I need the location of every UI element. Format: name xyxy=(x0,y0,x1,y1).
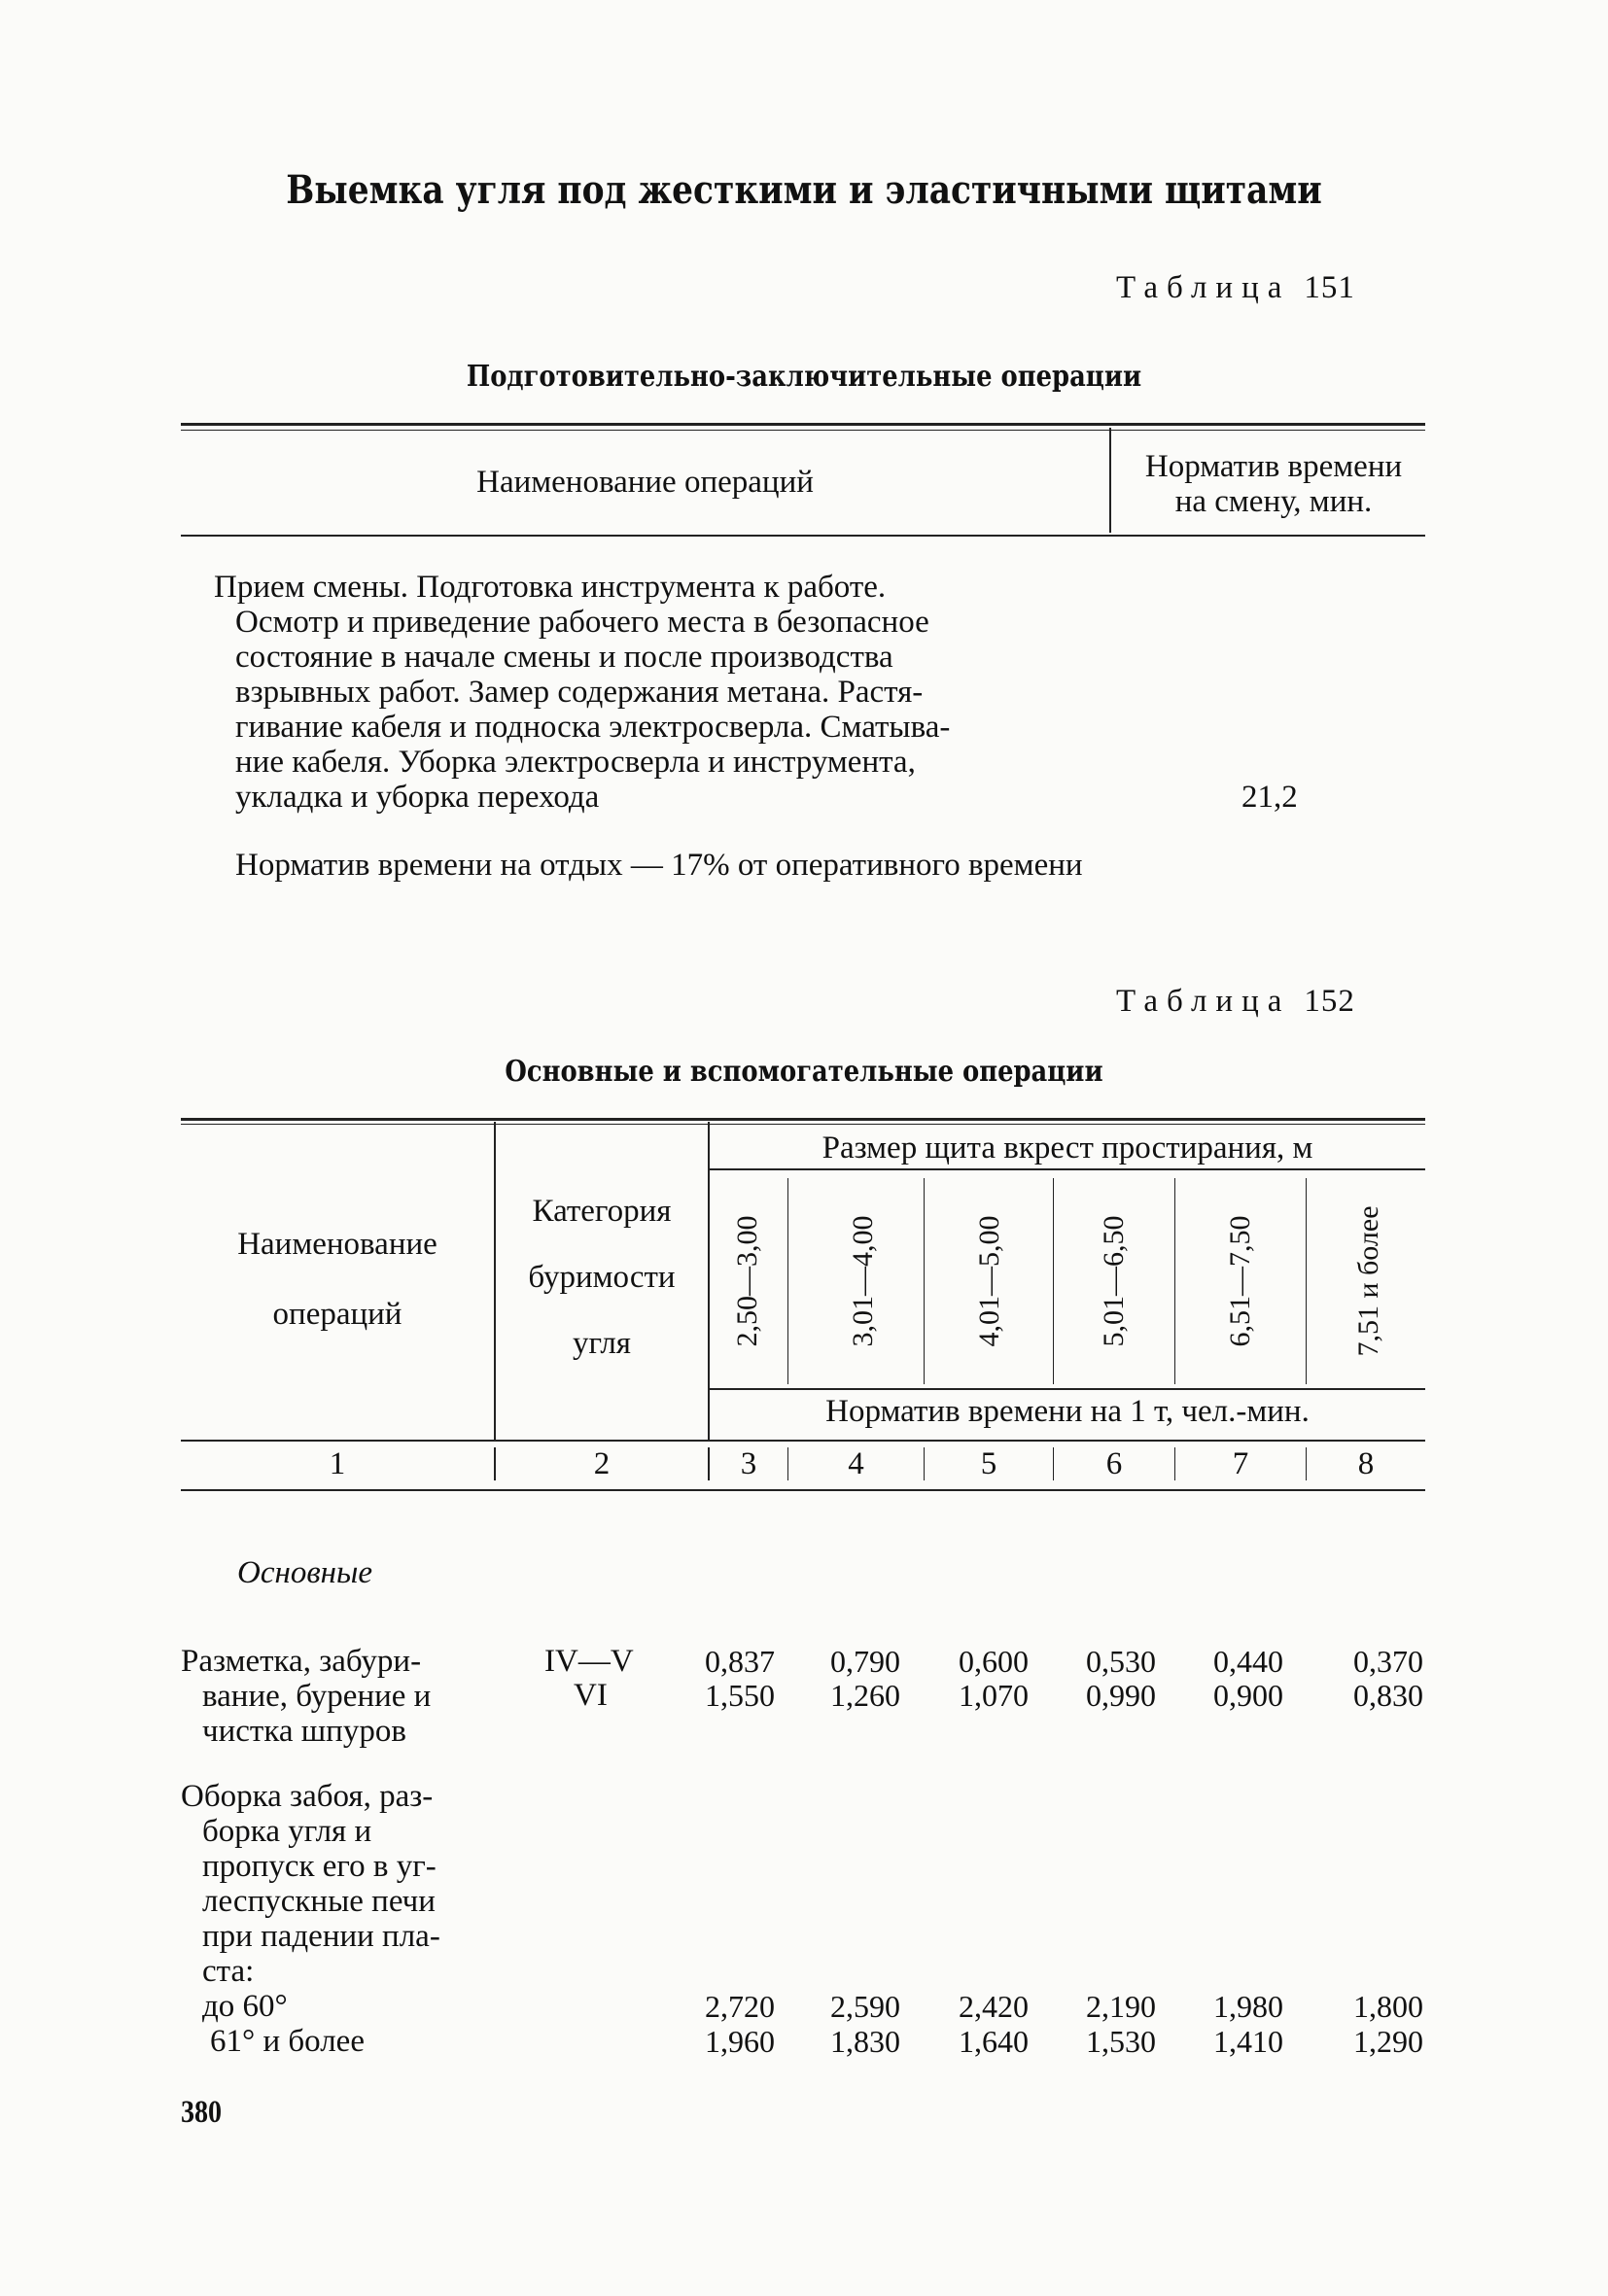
table-151-top-rule xyxy=(181,423,1425,426)
col-cat-1: Категория xyxy=(532,1194,672,1229)
row1-value: 1,070 xyxy=(959,1678,1029,1713)
table-151-col-norm-1: Норматив времени xyxy=(1144,449,1403,484)
row1-category: IV—V xyxy=(544,1644,634,1679)
table-151-col-name: Наименование операций xyxy=(476,465,814,500)
size-col-3: 4,01—5,00 xyxy=(973,1215,1005,1347)
row-line: вание, бурение и xyxy=(202,1679,432,1714)
col-number: 1 xyxy=(329,1446,346,1481)
table-152-label-text: Таблица xyxy=(1116,984,1291,1019)
row1-value: 0,900 xyxy=(1213,1678,1283,1713)
row2-value: 2,420 xyxy=(959,1989,1029,2024)
table-152-number: 152 xyxy=(1304,984,1355,1019)
page-title: Выемка угля под жесткими и эластичными щитами xyxy=(286,167,1322,213)
col-cat-2: буримости xyxy=(528,1260,676,1295)
table-152-top-rule-thin xyxy=(181,1124,1425,1125)
row2-value: 1,530 xyxy=(1086,2024,1156,2059)
size-header: Размер щита вкрест простирания, м xyxy=(821,1131,1313,1165)
row1-value: 0,790 xyxy=(830,1644,900,1679)
col-number: 4 xyxy=(848,1446,864,1481)
col-name-1: Наименование xyxy=(237,1227,437,1262)
size-col-6: 7,51 и более xyxy=(1352,1205,1384,1357)
row2-value: 1,800 xyxy=(1353,1989,1423,2024)
table-151-header-rule xyxy=(181,535,1425,537)
size-col-1: 2,50—3,00 xyxy=(731,1215,763,1347)
row-line: состояние в начале смены и после производства xyxy=(235,640,893,675)
table-152-top-rule xyxy=(181,1118,1425,1121)
row2-value: 2,720 xyxy=(705,1989,775,2024)
table-151-label xyxy=(1116,270,1355,306)
row1-name xyxy=(181,1644,502,1749)
row2-name xyxy=(181,1779,502,2059)
v-divider xyxy=(924,1178,925,1384)
row-line: Разметка, забури- xyxy=(181,1644,422,1679)
col-number: 2 xyxy=(593,1446,611,1481)
table-151-heading: Подготовительно-заключительные операции xyxy=(466,360,1142,394)
v-divider xyxy=(1174,1178,1175,1384)
row2-value: 1,410 xyxy=(1213,2024,1283,2059)
row-line: ста: xyxy=(202,1954,255,1989)
table-151-number: 151 xyxy=(1304,270,1355,305)
row1-value: 0,600 xyxy=(959,1644,1029,1679)
col-number: 8 xyxy=(1357,1446,1375,1481)
row-subline: до 60° xyxy=(202,1989,288,2024)
table-151-col-norm-2: на смену, мин. xyxy=(1174,484,1373,519)
row-line: укладка и уборка перехода xyxy=(235,780,600,815)
row-subline: 61° и более xyxy=(210,2024,365,2059)
row1-value: 0,990 xyxy=(1086,1678,1156,1713)
row2-value: 2,590 xyxy=(830,1989,900,2024)
row-line: пропуск его в уг- xyxy=(202,1849,437,1884)
col-cat-3: угля xyxy=(572,1326,631,1361)
table-151-label-text: Таблица xyxy=(1116,270,1291,305)
row1-value: 0,530 xyxy=(1086,1644,1156,1679)
row-line: чистка шпуров xyxy=(202,1714,406,1749)
row1-value: 1,550 xyxy=(705,1678,775,1713)
table-151-top-rule-thin xyxy=(181,430,1425,431)
row2-value: 1,830 xyxy=(830,2024,900,2059)
row1-value: 0,440 xyxy=(1213,1644,1283,1679)
table-152-label xyxy=(1116,984,1355,1020)
col-number: 3 xyxy=(740,1446,757,1481)
row2-value: 1,290 xyxy=(1353,2024,1423,2059)
row-line: Прием смены. Подготовка инструмента к работе. xyxy=(214,570,887,605)
col-number: 7 xyxy=(1232,1446,1249,1481)
size-col-4: 5,01—6,50 xyxy=(1098,1215,1130,1347)
size-header-rule xyxy=(710,1168,1425,1170)
row-line: при падении пла- xyxy=(202,1919,440,1954)
row1-value: 0,837 xyxy=(705,1644,775,1679)
col-number: 6 xyxy=(1105,1446,1123,1481)
rest-note: Норматив времени на отдых — 17% от оперативного времени xyxy=(235,848,1083,883)
row-line: Осмотр и приведение рабочего места в безопасное xyxy=(235,605,929,640)
row2-value: 2,190 xyxy=(1086,1989,1156,2024)
row1-category: VI xyxy=(574,1678,608,1713)
norm-header-rule xyxy=(710,1388,1425,1390)
table-151-row-value: 21,2 xyxy=(1241,780,1298,815)
v-divider xyxy=(787,1178,788,1384)
row-line: Оборка забоя, раз- xyxy=(181,1779,434,1814)
row2-value: 1,960 xyxy=(705,2024,775,2059)
row-line: ние кабеля. Уборка электросверла и инструмента, xyxy=(235,745,916,780)
row-line: взрывных работ. Замер содержания метана. Растя- xyxy=(235,675,924,710)
table-152-header-bottom-rule xyxy=(181,1489,1425,1491)
v-divider xyxy=(1053,1178,1054,1384)
row2-value: 1,980 xyxy=(1213,1989,1283,2024)
section-main-label: Основные xyxy=(237,1555,373,1590)
row1-value: 1,260 xyxy=(830,1678,900,1713)
row2-value: 1,640 xyxy=(959,2024,1029,2059)
table-152-heading: Основные и вспомогательные операции xyxy=(505,1055,1103,1089)
table-151-header-divider xyxy=(1109,428,1111,533)
col-number: 5 xyxy=(980,1446,997,1481)
size-col-2: 3,01—4,00 xyxy=(847,1215,879,1347)
row-line: гивание кабеля и подноска электросверла. Сматыва- xyxy=(235,710,951,745)
row-line: борка угля и xyxy=(202,1814,372,1849)
col-name-2: операций xyxy=(272,1297,402,1332)
row1-value: 0,370 xyxy=(1353,1644,1423,1679)
col-number-rule xyxy=(181,1440,1425,1442)
row1-value: 0,830 xyxy=(1353,1678,1423,1713)
page-number: 380 xyxy=(181,2095,223,2130)
size-col-5: 6,51—7,50 xyxy=(1224,1215,1256,1347)
norm-header: Норматив времени на 1 т, чел.-мин. xyxy=(825,1394,1310,1429)
table-151-row-text xyxy=(214,570,1118,815)
v-divider xyxy=(1306,1178,1307,1384)
row-line: леспускные печи xyxy=(202,1884,436,1919)
